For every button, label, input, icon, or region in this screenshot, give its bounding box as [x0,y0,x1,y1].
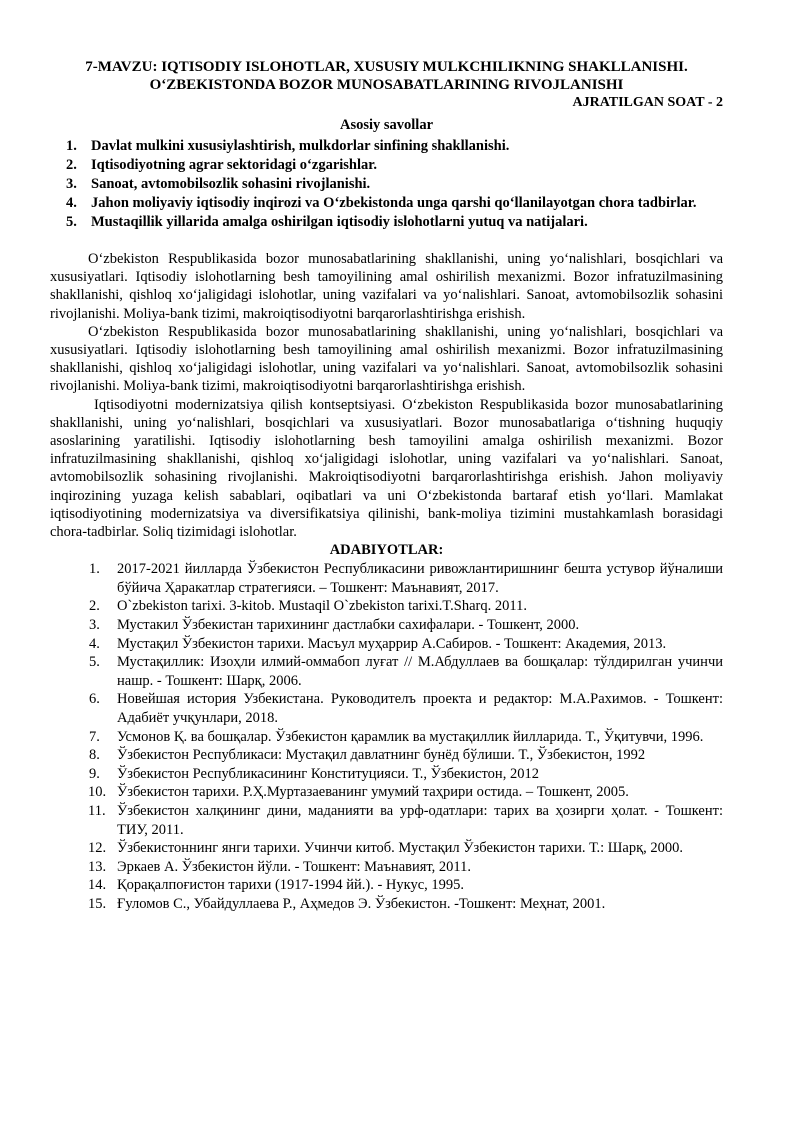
references-list [50,560,723,913]
topic-title-line-1: 7-MAVZU: IQTISODIY ISLOHOTLAR, XUSUSIY MULKCHILIKNING SHAKLLANISHI. [85,59,688,75]
reference-item [50,728,723,747]
reference-number: 5. [89,654,100,671]
question-number: 3. [66,176,77,192]
reference-number: 9. [89,765,100,782]
reference-item [50,802,723,839]
topic-title-line-2: O‘ZBEKISTONDA BOZOR MUNOSABATLARINING RIVOJLANISHI [149,77,624,93]
reference-text: 2017-2021 йилларда Ўзбекистон Республикасини ривожлантиришнинг бешта устувор йўналиши бўйича Ҳаракатлар стратегияси. – Тошкент: Маънавият, 2017. [117,561,723,596]
body-paragraph: O‘zbekiston Respublikasida bozor munosabatlarining shakllanishi, uning yo‘nalishlari, bosqichlari va xususiyatlari. Iqtisodiy islohotlarning besh tamoyilining amal oshirilish mexanizmi. Bozor infratuzilmasining shakllanishi, qishloq xo‘jaligidagi islohotlar, uning vazifalari va yo‘nalishlari. Sanoat, avtomobilsozlik sohasini rivojlanishi. Moliya-bank tizimi, makroiqtisodiyotni barqarorlashtirishga erishish. [50,323,723,395]
document-page [50,58,723,914]
reference-number: 4. [89,635,100,652]
reference-item [50,690,723,727]
reference-number: 3. [89,617,100,634]
question-text: Iqtisodiyotning agrar sektoridagi o‘zgarishlar. [91,157,377,173]
question-item [50,194,723,213]
reference-item [50,858,723,877]
reference-number: 12. [88,840,107,857]
question-text: Jahon moliyaviy iqtisodiy inqirozi va O‘zbekistonda unga qarshi qo‘llanilayotgan chora tadbirlar. [91,195,697,211]
reference-number: 1. [89,561,100,578]
reference-item [50,839,723,858]
reference-text: Ғуломов С., Убайдуллаева Р., Аҳмедов Э. Ўзбекистон. -Тошкент: Меҳнат, 2001. [117,895,606,912]
reference-text: Мустакил Ўзбекистан тарихининг дастлабки сахифалари. - Тошкент, 2000. [117,617,580,634]
reference-number: 11. [88,802,106,819]
reference-item [50,783,723,802]
reference-text: Усмонов Қ. ва бошқалар. Ўзбекистон қарамлик ва мустақиллик йилларида. Т., Ўқитувчи, 1996. [117,728,704,745]
reference-number: 10. [88,784,107,801]
reference-number: 15. [88,895,107,912]
reference-number: 13. [88,858,107,875]
question-text: Mustaqillik yillarida amalga oshirilgan iqtisodiy islohotlarni yutuq va natijalari. [91,214,588,230]
reference-number: 7. [89,728,100,745]
reference-text: Эркаев А. Ўзбекистон йўли. - Тошкент: Маънавият, 2011. [117,858,471,875]
question-item [50,156,723,175]
reference-item [50,746,723,765]
body-paragraph: Iqtisodiyotni modernizatsiya qilish kontseptsiyasi. O‘zbekiston Respublikasida bozor munosabatlarining shakllanishi, uning yo‘nalishlari, bosqichlari va xususiyatlari. Bozor munosabatlariga o‘tishning huquqiy asoslarining yaratilishi. Iqtisodiy islohotlarning besh tamoyilini amalga oshirilish mexanizmi. Bozor infratuzilmasining shakllanishi, qishloq xo‘jaligidagi islohotlar, uning vazifalari va yo‘nalishlari. Sanoat, avtomobilsozlik sohasining rivojlanishi. Makroiqtisodiyotni barqarorlashtirishga erishish. Jahon moliyaviy inqirozining yuzaga kelish sabablari, oqibatlari va uni O‘zbekistonda bartaraf etish yo‘llari. Mamlakat iqtisodiyotining modernizatsiya va diversifikatsiya qilinishi, bank-moliya tizimini mustahkamlash borasidagi chora-tadbirlar. Soliq tizimidagi islohotlar. [50,396,723,541]
question-number: 2. [66,157,77,173]
reference-text: Новейшая история Узбекистана. Руководителъ проекта и редактор: М.А.Рахимов. - Тошкент: Адабиёт учқунлари, 2018. [117,691,723,726]
reference-item [50,597,723,616]
reference-text: Қорақалпоғистон тарихи (1917-1994 йй.). - Нукус, 1995. [117,877,465,894]
reference-item [50,895,723,914]
reference-text: O`zbekiston tarixi. 3-kitob. Mustaqil O`zbekiston tarixi.T.Sharq. 2011. [117,598,527,615]
reference-text: Мустақиллик: Изоҳли илмий-оммабоп луғат // М.Абдуллаев ва бошқалар: тўлдирилган учинчи нашр. - Тошкент: Шарқ, 2006. [117,654,723,689]
reference-text: Мустақил Ўзбекистон тарихи. Масъул муҳаррир А.Сабиров. - Тошкент: Академия, 2013. [117,635,667,652]
reference-item [50,765,723,784]
reference-number: 14. [88,877,107,894]
reference-number: 6. [89,691,100,708]
body-paragraph: O‘zbekiston Respublikasida bozor munosabatlarining shakllanishi, uning yo‘nalishlari, bosqichlari va xususiyatlari. Iqtisodiy islohotlarning besh tamoyilining amal oshirilish mexanizmi. Bozor infratuzilmasining shakllanishi, qishloq xo‘jaligidagi islohotlar, uning vazifalari va yo‘nalishlari. Sanoat, avtomobilsozlik sohasini rivojlanishi. Moliya-bank tizimi, makroiqtisodiyotni barqarorlashtirishga erishish. [50,251,723,322]
reference-item [50,635,723,654]
references-heading: ADABIYOTLAR: [329,542,444,559]
reference-text: Ўзбекистон Республикасининг Конституцияси. Т., Ўзбекистон, 2012 [117,765,539,782]
allocated-hours: AJRATILGAN SOAT - 2 [572,95,723,110]
questions-heading: Asosiy savollar [339,117,434,133]
reference-text: Ўзбекистон халқининг дини, маданияти ва урф-одатлари: тарих ва ҳозирги ҳолат. - Тошкент: ТИУ, 2011. [117,802,723,838]
question-item [50,213,723,232]
question-number: 4. [66,195,77,211]
question-item [50,137,723,156]
reference-item [50,616,723,635]
body-text [50,250,723,541]
question-text: Sanoat, avtomobilsozlik sohasini rivojlanishi. [91,176,371,192]
reference-number: 8. [89,747,100,764]
reference-text: Ўзбекистоннинг янги тарихи. Учинчи китоб. Мустақил Ўзбекистон тарихи. Т.: Шарқ, 2000. [117,840,684,857]
questions-list [50,137,723,232]
reference-text: Ўзбекистон Республикаси: Мустақил давлатнинг бунёд бўлиши. Т., Ўзбекистон, 1992 [117,747,646,764]
reference-text: Ўзбекистон тарихи. Р.Ҳ.Муртазаеванинг умумий таҳрири остида. – Тошкент, 2005. [117,784,629,801]
question-number: 5. [66,214,77,230]
reference-item [50,876,723,895]
reference-number: 2. [89,598,100,615]
reference-item [50,653,723,690]
question-item [50,175,723,194]
question-number: 1. [66,138,77,154]
question-text: Davlat mulkini xususiylashtirish, mulkdorlar sinfining shakllanishi. [91,138,510,154]
reference-item [50,560,723,597]
